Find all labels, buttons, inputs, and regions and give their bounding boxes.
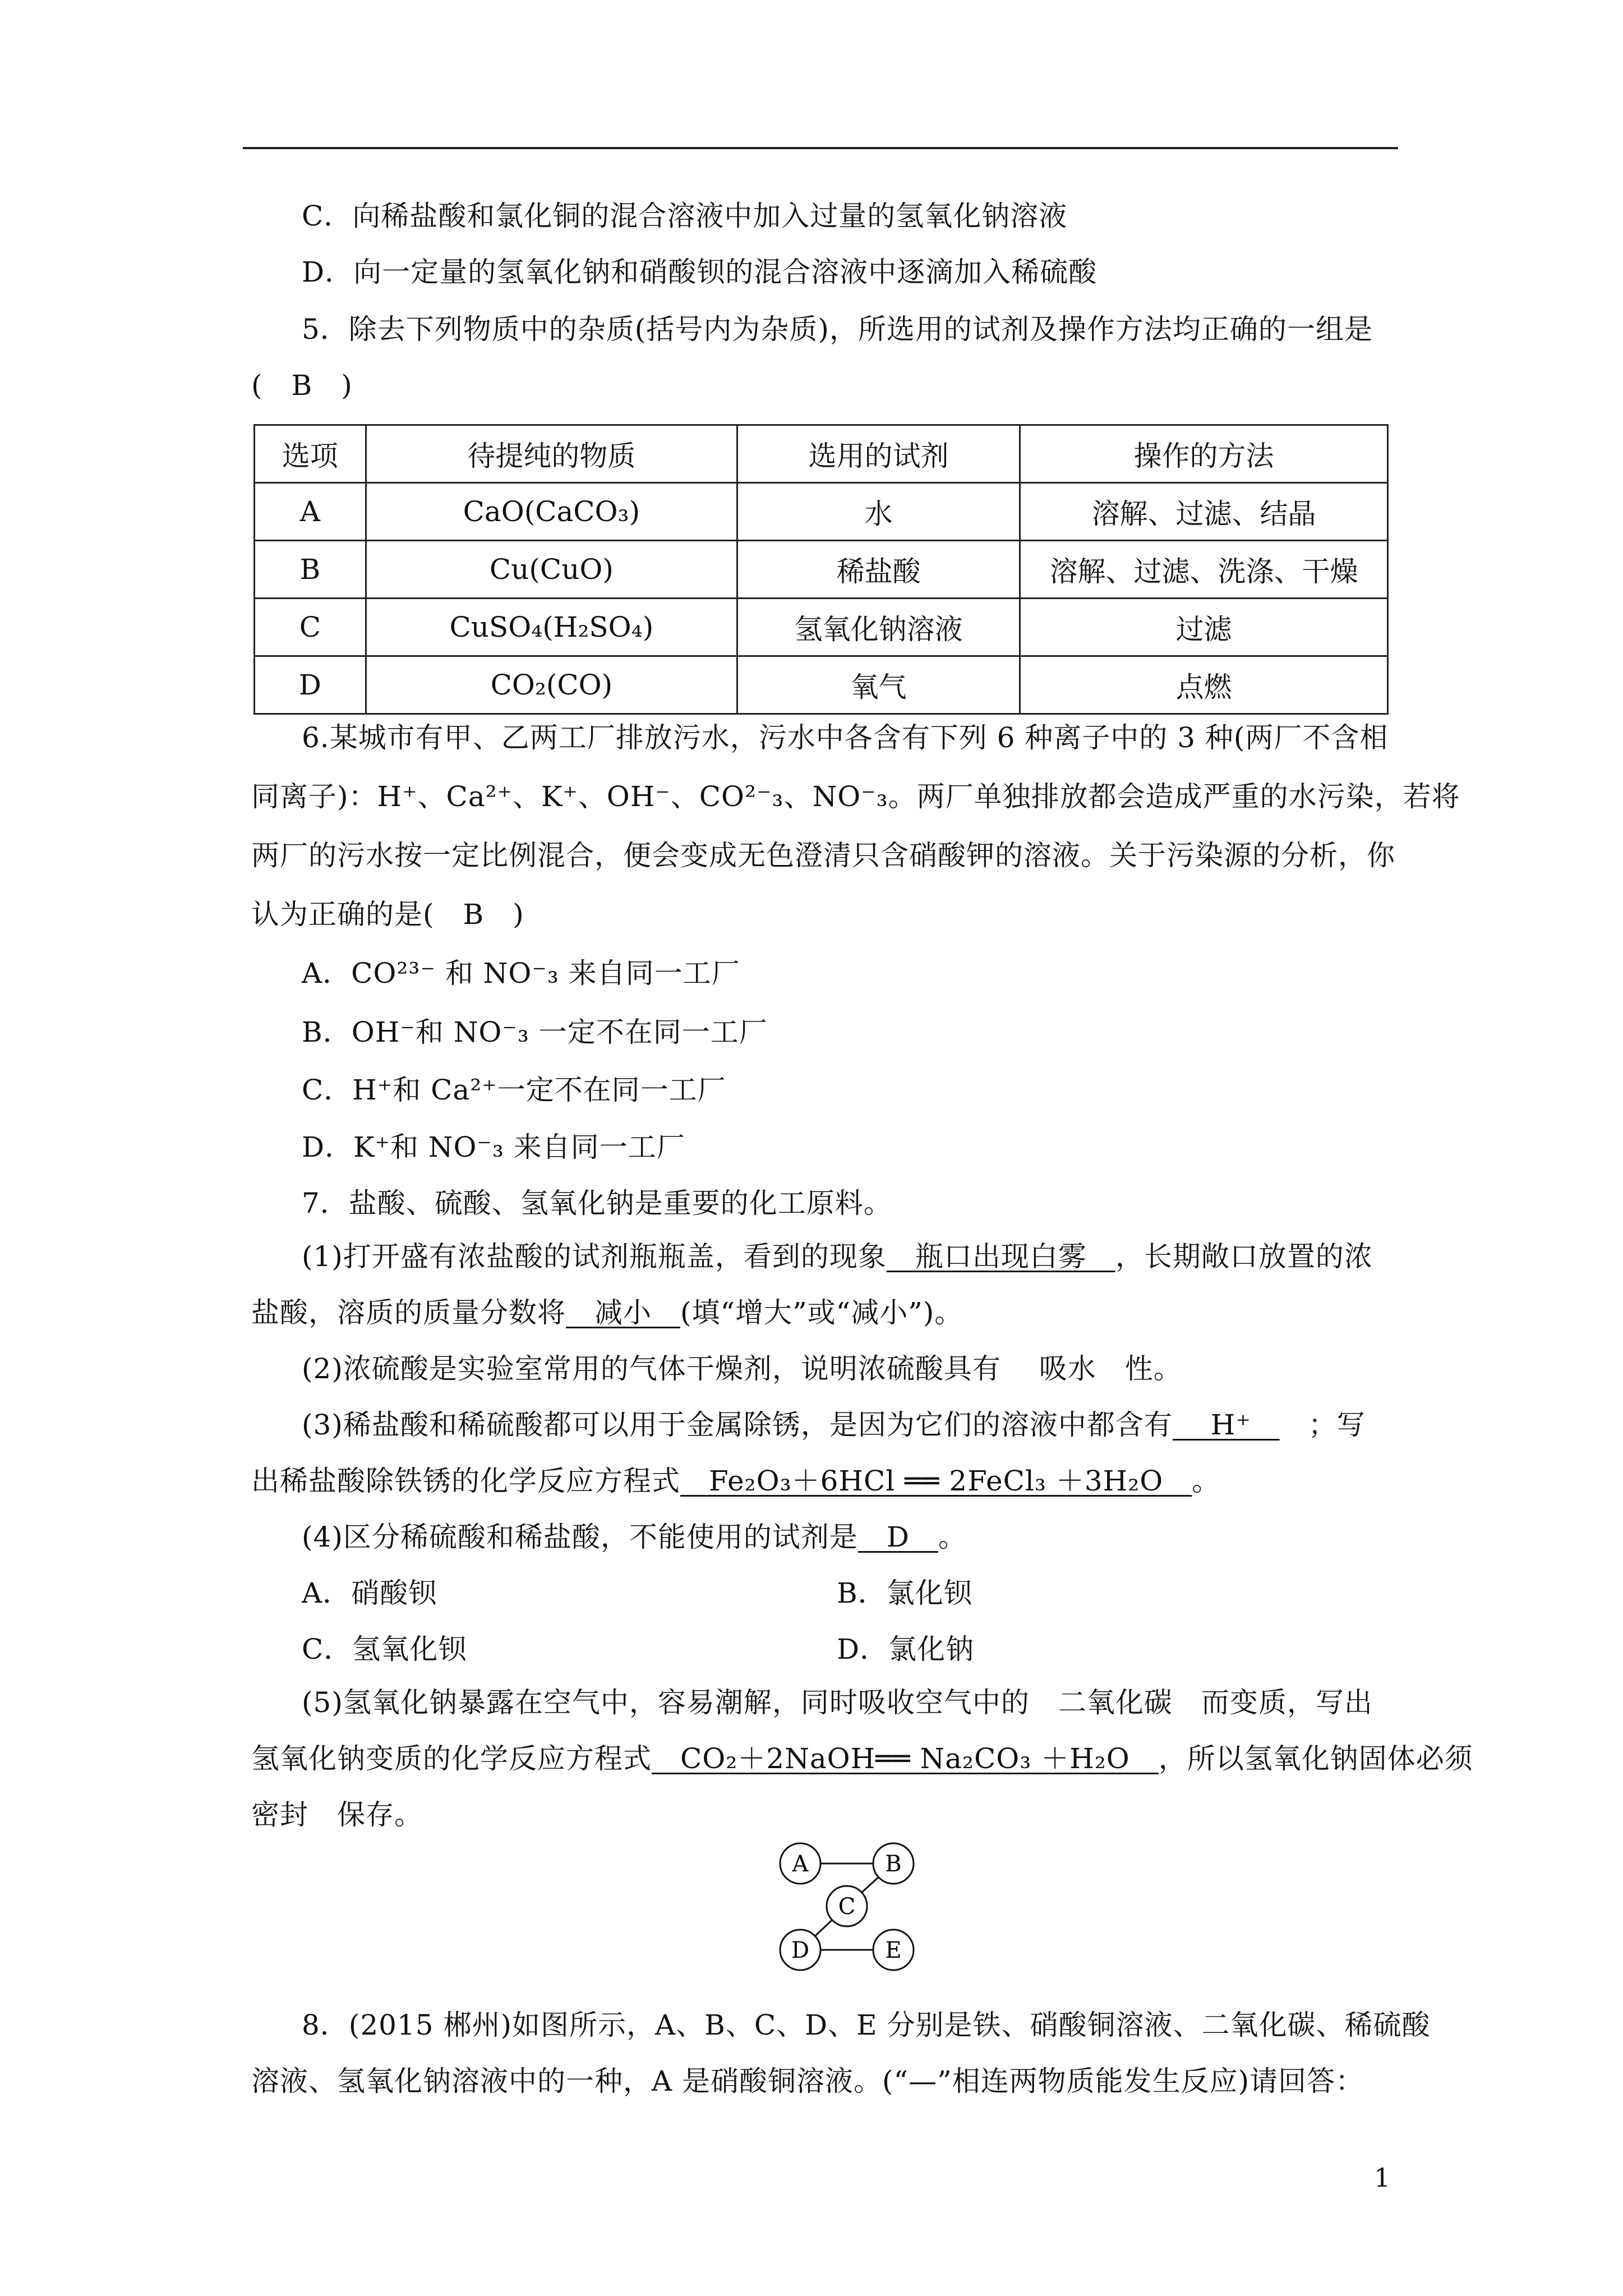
q7-1-text: 盐酸，溶质的质量分数将	[251, 1296, 566, 1329]
table-cell: D	[255, 656, 366, 714]
q7-3-answer: Fe₂O₃＋6HCl ══ 2FeCl₃ ＋3H₂O	[680, 1465, 1192, 1497]
q7-5-line-3: 密封 保存。	[251, 1798, 423, 1831]
q7-3-text: 。	[1192, 1465, 1221, 1497]
table-row	[255, 656, 1388, 714]
table-header-row	[255, 425, 1388, 483]
table-cell: 过滤	[1020, 599, 1388, 656]
table-cell: CaO(CaCO₃)	[366, 483, 737, 541]
table-cell: CO₂(CO)	[366, 656, 737, 714]
node-e	[873, 1930, 914, 1970]
q7-4-option-d: D．氯化钠	[837, 1633, 975, 1665]
q7-3-line-2	[251, 1461, 1220, 1501]
table-cell: A	[255, 483, 366, 541]
q5-stem: 5．除去下列物质中的杂质(括号内为杂质)，所选用的试剂及操作方法均正确的一组是	[302, 313, 1373, 346]
q7-5-line-2	[251, 1739, 1473, 1778]
q7-3-text: 出稀盐酸除铁锈的化学反应方程式	[251, 1465, 680, 1497]
q7-1-answer: 减小	[566, 1296, 680, 1329]
q8-stem-line-2: 溶液、氢氧化钠溶液中的一种，A 是硝酸铜溶液。(“—”相连两物质能发生反应)请回答：	[251, 2065, 1364, 2097]
q7-5-answer: CO₂＋2NaOH══ Na₂CO₃ ＋H₂O	[652, 1742, 1159, 1775]
table-cell: 溶解、过滤、结晶	[1020, 483, 1388, 541]
q5-table	[253, 424, 1389, 715]
q6-stem-line-2: 同离子)：H⁺、Ca²⁺、K⁺、OH⁻、CO²⁻₃、NO⁻₃。两厂单独排放都会造成严重的水污染，若将	[251, 780, 1460, 813]
q7-4-answer: D	[857, 1521, 938, 1553]
node-label: A	[792, 1851, 809, 1877]
table-row	[255, 483, 1388, 541]
table-cell: 氢氧化钠溶液	[737, 599, 1020, 656]
q7-4-text: (4)区分稀硫酸和稀盐酸，不能使用的试剂是	[302, 1521, 858, 1553]
q7-5-text: ，所以氢氧化钠固体必须	[1158, 1742, 1473, 1775]
q7-3-line-1	[302, 1405, 1366, 1444]
q7-5-text: 氢氧化钠变质的化学反应方程式	[251, 1742, 652, 1775]
table-cell: Cu(CuO)	[366, 541, 737, 599]
q8-stem-line-1: 8．(2015 郴州)如图所示，A、B、C、D、E 分别是铁、硝酸铜溶液、二氧化碳、稀硫酸	[302, 2009, 1431, 2041]
table-header-cell: 选项	[255, 425, 366, 483]
node-label: C	[838, 1894, 856, 1920]
node-d	[780, 1930, 820, 1970]
table-row	[255, 541, 1388, 599]
q7-1-line-1	[302, 1237, 1373, 1276]
q7-1-answer: 瓶口出现白雾	[886, 1240, 1115, 1273]
q5-answer: ( B )	[251, 369, 353, 402]
table-row	[255, 599, 1388, 656]
q7-3-text: ；写	[1279, 1409, 1366, 1441]
q7-1-text: (1)打开盛有浓盐酸的试剂瓶瓶盖，看到的现象	[302, 1240, 887, 1273]
q7-3-answer: H⁺	[1172, 1409, 1280, 1441]
node-c	[827, 1886, 867, 1926]
table-header-cell: 选用的试剂	[737, 425, 1020, 483]
table-cell: 溶解、过滤、洗涤、干燥	[1020, 541, 1388, 599]
q7-4-line	[302, 1517, 967, 1557]
q7-stem: 7．盐酸、硫酸、氢氧化钠是重要的化工原料。	[302, 1187, 892, 1220]
table-cell: 水	[737, 483, 1020, 541]
q7-4-option-c: C．氢氧化钡	[302, 1633, 467, 1665]
table-cell: 点燃	[1020, 656, 1388, 714]
reaction-diagram	[763, 1834, 931, 1986]
page-number: 1	[1374, 2162, 1391, 2193]
table-cell: 氧气	[737, 656, 1020, 714]
table-cell: B	[255, 541, 366, 599]
table-header-cell: 操作的方法	[1020, 425, 1388, 483]
q4-option-d: D．向一定量的氢氧化钠和硝酸钡的混合溶液中逐滴加入稀硫酸	[302, 256, 1098, 288]
node-b	[873, 1843, 914, 1884]
node-label: E	[885, 1938, 902, 1963]
q6-stem-line-1: 6.某城市有甲、乙两工厂排放污水，污水中各含有下列 6 种离子中的 3 种(两厂不含相	[302, 721, 1389, 754]
q6-stem-line-3: 两厂的污水按一定比例混合，便会变成无色澄清只含硝酸钾的溶液。关于污染源的分析，你	[251, 839, 1395, 872]
q7-1-text: (填“增大”或“减小”)。	[680, 1296, 963, 1329]
q6-option-b: B．OH⁻和 NO⁻₃ 一定不在同一工厂	[302, 1016, 768, 1048]
q4-option-c: C．向稀盐酸和氯化铜的混合溶液中加入过量的氢氧化钠溶液	[302, 200, 1068, 232]
q7-5-line-1: (5)氢氧化钠暴露在空气中，容易潮解，同时吸收空气中的 二氧化碳 而变质，写出	[302, 1686, 1373, 1719]
q6-stem-line-4: 认为正确的是( B )	[251, 898, 524, 931]
q7-2-line: (2)浓硫酸是实验室常用的气体干燥剂，说明浓硫酸具有 吸水 性。	[302, 1352, 1182, 1385]
q7-1-text: ，长期敞口放置的浓	[1115, 1240, 1373, 1273]
q7-1-line-2	[251, 1293, 963, 1332]
q6-option-a: A．CO²³⁻ 和 NO⁻₃ 来自同一工厂	[302, 957, 740, 990]
q7-4-option-a: A．硝酸钡	[302, 1577, 437, 1609]
header-rule	[243, 147, 1398, 149]
q6-option-c: C．H⁺和 Ca²⁺一定不在同一工厂	[302, 1074, 726, 1106]
table-cell: 稀盐酸	[737, 541, 1020, 599]
q7-4-option-b: B．氯化钡	[837, 1577, 972, 1609]
node-a	[780, 1843, 820, 1884]
q7-4-text: 。	[938, 1521, 967, 1553]
table-header-cell: 待提纯的物质	[366, 425, 737, 483]
q6-option-d: D．K⁺和 NO⁻₃ 来自同一工厂	[302, 1131, 685, 1163]
table-cell: CuSO₄(H₂SO₄)	[366, 599, 737, 656]
node-label: D	[791, 1938, 810, 1963]
table-cell: C	[255, 599, 366, 656]
node-label: B	[885, 1851, 902, 1877]
q7-3-text: (3)稀盐酸和稀硫酸都可以用于金属除锈，是因为它们的溶液中都含有	[302, 1409, 1173, 1441]
